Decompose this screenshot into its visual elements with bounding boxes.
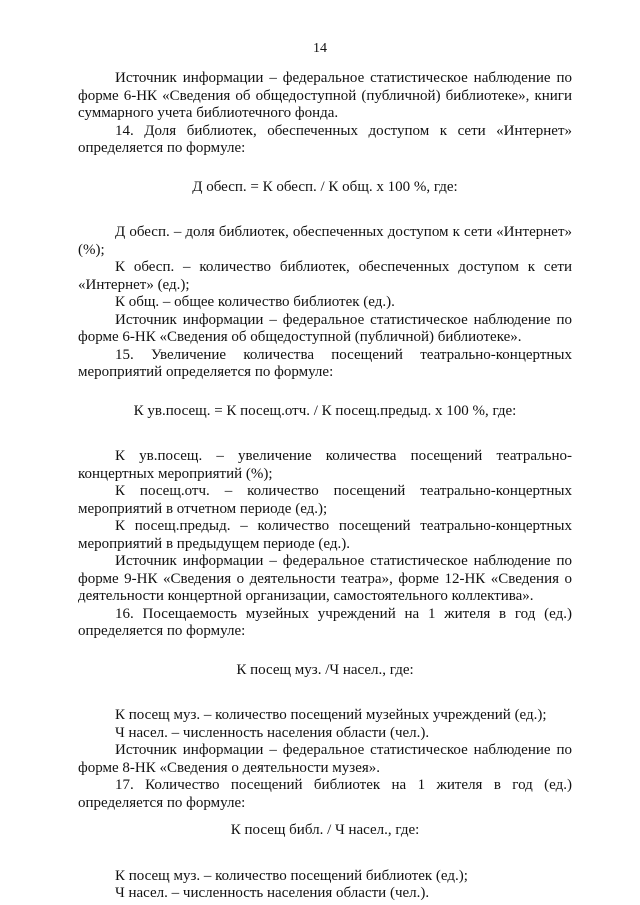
paragraph: 16. Посещаемость музейных учреждений на 1 жителя в год (ед.) определяется по формуле: [78, 605, 572, 639]
formula: Д обесп. = К обесп. / К общ. х 100 %, где: [192, 178, 458, 195]
paragraph: 14. Доля библиотек, обеспеченных доступом к сети «Интернет» определяется по формуле: [78, 122, 572, 156]
paragraph: К обесп. – количество библиотек, обеспеченных доступом к сети «Интернет» (ед.); [78, 259, 572, 293]
paragraph: Источник информации – федеральное статистическое наблюдение по форме 9-НК «Сведения о деятельности театра», форме 12-НК «Сведения о деятельности концертной организации, самостоятельного коллектива». [78, 553, 572, 604]
paragraph: К посещ.отч. – количество посещений театрально-концертных мероприятий в отчетном периоде (ед.); [78, 483, 572, 517]
paragraph: Ч насел. – численность населения области (чел.). [115, 724, 430, 741]
paragraph: Источник информации – федеральное статистическое наблюдение по форме 6-НК «Сведения об общедоступной (публичной) библиотеке», книги суммарного учета библиотечного фонда. [78, 70, 572, 121]
document-body [78, 70, 572, 903]
paragraph: К посещ муз. – количество посещений музейных учреждений (ед.); [115, 707, 547, 723]
page-number: 14 [313, 41, 327, 56]
paragraph: Источник информации – федеральное статистическое наблюдение по форме 8-НК «Сведения о деятельности музея». [78, 742, 572, 776]
paragraph: К ув.посещ. – увеличение количества посещений театрально-концертных мероприятий (%); [78, 448, 572, 482]
paragraph: Источник информации – федеральное статистическое наблюдение по форме 6-НК «Сведения об общедоступной (публичной) библиотеке». [78, 311, 572, 345]
paragraph: К общ. – общее количество библиотек (ед.). [115, 294, 395, 310]
formula: К ув.посещ. = К посещ.отч. / К посещ.предыд. х 100 %, где: [133, 402, 517, 419]
paragraph: Д обесп. – доля библиотек, обеспеченных доступом к сети «Интернет» (%); [78, 224, 572, 258]
paragraph: 17. Количество посещений библиотек на 1 жителя в год (ед.) определяется по формуле: [78, 777, 572, 811]
paragraph: К посещ.предыд. – количество посещений театрально-концертных мероприятий в предыдущем периоде (ед.). [78, 518, 572, 552]
formula: К посещ муз. /Ч насел., где: [236, 661, 414, 678]
paragraph: Ч насел. – численность населения области (чел.). [115, 885, 430, 901]
paragraph: 15. Увеличение количества посещений театрально-концертных мероприятий определяется по формуле: [78, 346, 572, 380]
paragraph: К посещ муз. – количество посещений библиотек (ед.); [115, 867, 468, 884]
formula: К посещ библ. / Ч насел., где: [230, 822, 420, 838]
